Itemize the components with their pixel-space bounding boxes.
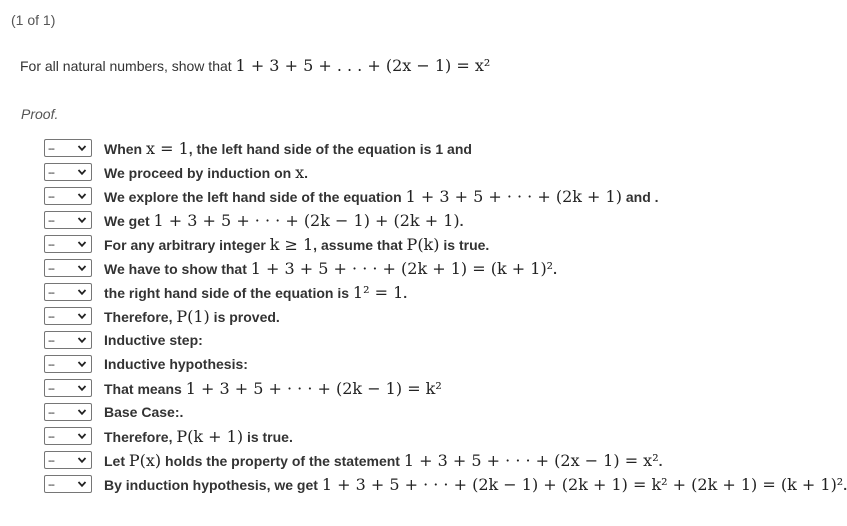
chevron-down-icon [77, 239, 87, 249]
proof-step-row [44, 376, 847, 400]
step-text [104, 187, 659, 206]
proof-step-row [44, 304, 847, 328]
chevron-down-icon [77, 479, 87, 489]
step-text-part: We proceed by induction on [104, 164, 296, 181]
step-math: P(k) [406, 234, 440, 254]
step-text-part: By induction hypothesis, we get [104, 476, 322, 493]
step-order-select[interactable] [44, 259, 92, 277]
proof-step-row [44, 208, 847, 232]
proof-step-row [44, 472, 847, 496]
step-text-part: is true. [439, 236, 490, 253]
step-text [104, 259, 557, 278]
step-text-part: . [304, 164, 309, 181]
proof-step-row [44, 448, 847, 472]
select-value: -- [48, 477, 54, 491]
prompt-math: 1 + 3 + 5 + . . . + (2x − 1) = x² [235, 56, 491, 75]
proof-step-row [44, 184, 847, 208]
proof-step-row [44, 256, 847, 280]
step-order-select[interactable] [44, 163, 92, 181]
chevron-down-icon [77, 383, 87, 393]
proof-step-row [44, 160, 847, 184]
step-order-select[interactable] [44, 379, 92, 397]
step-math: 1 + 3 + 5 + · · · + (2k − 1) = k² [185, 378, 442, 398]
step-text-part: Base Case:. [104, 404, 184, 420]
step-text-part: is proved. [209, 308, 280, 325]
select-value: -- [48, 309, 54, 323]
step-text-part: the right hand side of the equation is [104, 284, 353, 301]
step-text [104, 139, 472, 158]
step-text-part: Inductive hypothesis: [104, 356, 248, 372]
step-text-part: . [459, 212, 464, 229]
select-value: -- [48, 213, 54, 227]
step-math: x = 1 [146, 138, 189, 158]
step-text-part: and . [621, 188, 659, 205]
question-counter: (1 of 1) [11, 12, 56, 28]
proof-steps-list [44, 136, 847, 496]
step-order-select[interactable] [44, 355, 92, 373]
prompt-text: For all natural numbers, show that [20, 58, 236, 74]
step-order-select[interactable] [44, 211, 92, 229]
step-text-part: We have to show that [104, 260, 251, 277]
step-text-part: When [104, 140, 146, 157]
step-text [104, 211, 464, 230]
step-order-select[interactable] [44, 403, 92, 421]
step-order-select[interactable] [44, 187, 92, 205]
step-text-part: is true. [243, 428, 293, 445]
step-math: 1 + 3 + 5 + · · · + (2x − 1) = x² [403, 450, 659, 470]
step-math: P(1) [176, 306, 210, 326]
step-math: P(x) [128, 450, 162, 470]
step-text-part: holds the property of the statement [161, 452, 404, 469]
chevron-down-icon [77, 407, 87, 417]
select-value: -- [48, 405, 54, 419]
chevron-down-icon [77, 359, 87, 369]
step-text [104, 404, 183, 420]
select-value: -- [48, 285, 54, 299]
step-math: 1 + 3 + 5 + · · · + (2k − 1) + (2k + 1) = k² + (2k + 1) = (k + 1)² [321, 474, 844, 494]
step-text-part: . [403, 284, 408, 301]
chevron-down-icon [77, 143, 87, 153]
step-text-part: For any arbitrary integer [104, 236, 270, 253]
step-math: P(k + 1) [176, 426, 244, 446]
chevron-down-icon [77, 263, 87, 273]
proof-step-row [44, 232, 847, 256]
step-text [104, 163, 308, 182]
chevron-down-icon [77, 287, 87, 297]
chevron-down-icon [77, 311, 87, 321]
proof-step-row [44, 424, 847, 448]
select-value: -- [48, 357, 54, 371]
proof-label: Proof. [21, 106, 59, 122]
step-text [104, 356, 248, 372]
step-text [104, 283, 407, 302]
question-prompt [20, 56, 490, 75]
chevron-down-icon [77, 167, 87, 177]
step-order-select[interactable] [44, 475, 92, 493]
step-text [104, 307, 280, 326]
chevron-down-icon [77, 431, 87, 441]
step-order-select[interactable] [44, 235, 92, 253]
chevron-down-icon [77, 335, 87, 345]
step-text-part: We get [104, 212, 154, 229]
step-text [104, 451, 663, 470]
step-text-part: , the left hand side of the equation is 1 and [188, 140, 472, 157]
step-math: k ≥ 1 [269, 234, 314, 254]
step-order-select[interactable] [44, 307, 92, 325]
proof-step-row [44, 352, 847, 376]
step-text-part: , assume that [313, 236, 407, 253]
step-text [104, 379, 442, 398]
select-value: -- [48, 189, 54, 203]
step-text-part: . [843, 476, 847, 493]
proof-step-row [44, 136, 847, 160]
step-text [104, 332, 203, 348]
proof-step-row [44, 400, 847, 424]
select-value: -- [48, 165, 54, 179]
select-value: -- [48, 333, 54, 347]
select-value: -- [48, 261, 54, 275]
step-text-part: Therefore, [104, 308, 177, 325]
step-order-select[interactable] [44, 331, 92, 349]
proof-step-row [44, 328, 847, 352]
select-value: -- [48, 381, 54, 395]
select-value: -- [48, 237, 54, 251]
step-order-select[interactable] [44, 427, 92, 445]
step-order-select[interactable] [44, 283, 92, 301]
step-text [104, 235, 489, 254]
select-value: -- [48, 429, 54, 443]
step-order-select[interactable] [44, 139, 92, 157]
step-order-select[interactable] [44, 451, 92, 469]
proof-step-row [44, 280, 847, 304]
step-text-part: . [658, 452, 663, 469]
step-text-part: Inductive step: [104, 332, 203, 348]
step-text-part: We explore the left hand side of the equation [104, 188, 406, 205]
step-math: 1 + 3 + 5 + · · · + (2k − 1) + (2k + 1) [153, 210, 460, 230]
step-math: 1 + 3 + 5 + · · · + (2k + 1) = (k + 1)² [250, 258, 554, 278]
step-math: 1² = 1 [352, 282, 404, 302]
step-text-part: That means [104, 380, 186, 397]
chevron-down-icon [77, 191, 87, 201]
step-text-part: Let [104, 452, 129, 469]
chevron-down-icon [77, 455, 87, 465]
step-math: x [295, 162, 305, 182]
chevron-down-icon [77, 215, 87, 225]
select-value: -- [48, 453, 54, 467]
step-text [104, 427, 293, 446]
step-text [104, 475, 847, 494]
step-text-part: . [553, 260, 557, 277]
step-text-part: Therefore, [104, 428, 177, 445]
step-math: 1 + 3 + 5 + · · · + (2k + 1) [405, 186, 622, 206]
select-value: -- [48, 141, 54, 155]
